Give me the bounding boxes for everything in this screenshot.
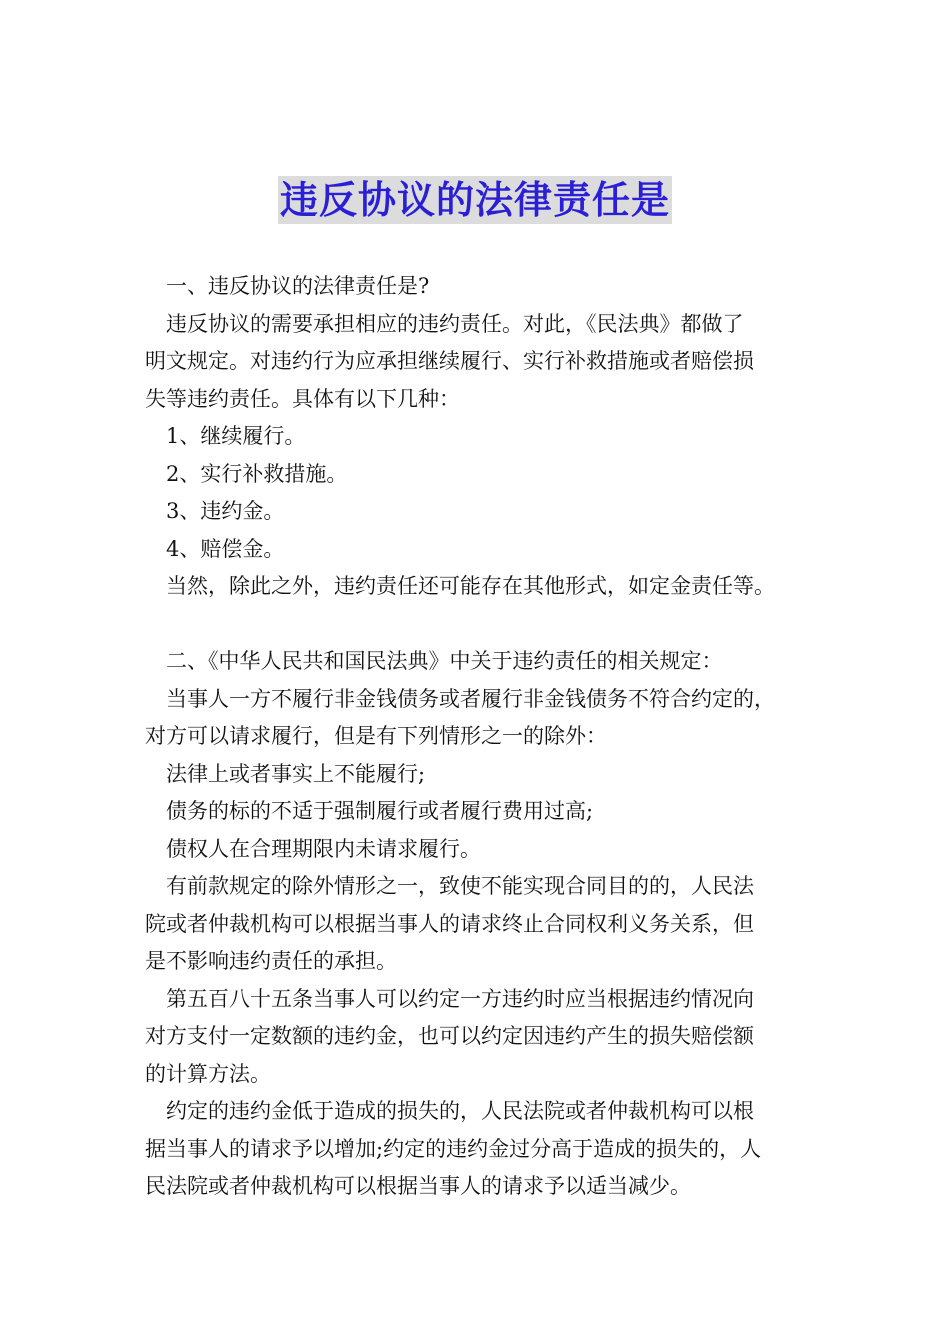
paragraph-line: 约定的违约金低于造成的损失的，人民法院或者仲裁机构可以根 bbox=[166, 1099, 754, 1123]
exception-item: 法律上或者事实上不能履行; bbox=[166, 761, 426, 786]
paragraph-line: 第五百八十五条当事人可以约定一方违约时应当根据违约情况向 bbox=[166, 986, 754, 1011]
document-body bbox=[145, 268, 813, 1206]
paragraph-line: 当事人一方不履行非金钱债务或者履行非金钱债务不符合约定的， bbox=[166, 686, 775, 711]
list-item: 4、赔偿金。 bbox=[166, 536, 285, 561]
section-spacer bbox=[145, 606, 813, 644]
paragraph-line: 民法院或者仲裁机构可以根据当事人的请求予以适当减少。 bbox=[145, 1174, 691, 1198]
paragraph-performance bbox=[145, 681, 813, 756]
paragraph-adjustment bbox=[145, 1093, 813, 1206]
paragraph-intro bbox=[145, 306, 813, 419]
paragraph-line: 明文规定。对违约行为应承担继续履行、实行补救措施或者赔偿损 bbox=[145, 349, 754, 373]
title-container bbox=[0, 176, 950, 224]
exception-item: 债权人在合理期限内未请求履行。 bbox=[166, 836, 481, 861]
paragraph-line: 是不影响违约责任的承担。 bbox=[145, 949, 397, 973]
paragraph-line: 据当事人的请求予以增加;约定的违约金过分高于造成的损失的，人 bbox=[145, 1136, 762, 1161]
paragraph-line: 对方可以请求履行，但是有下列情形之一的除外： bbox=[145, 724, 607, 748]
paragraph-line: 失等违约责任。具体有以下几种： bbox=[145, 386, 460, 411]
list-item: 1、继续履行。 bbox=[166, 424, 306, 448]
paragraph-termination bbox=[145, 868, 813, 981]
paragraph-line: 违反协议的需要承担相应的违约责任。对此，《民法典》都做了 bbox=[166, 311, 744, 336]
section-heading-2: 二、《中华人民共和国民法典》中关于违约责任的相关规定： bbox=[166, 649, 723, 673]
document-title: 违反协议的法律责任是 bbox=[279, 178, 670, 222]
exception-item: 债务的标的不适于强制履行或者履行费用过高; bbox=[166, 799, 594, 823]
section-heading-1: 一、违反协议的法律责任是? bbox=[166, 274, 430, 298]
paragraph-line: 有前款规定的除外情形之一，致使不能实现合同目的的，人民法 bbox=[166, 874, 754, 898]
paragraph-line: 的计算方法。 bbox=[145, 1061, 271, 1086]
paragraph-line: 对方支付一定数额的违约金，也可以约定因违约产生的损失赔偿额 bbox=[145, 1024, 754, 1048]
paragraph-article-585 bbox=[145, 981, 813, 1094]
paragraph-line: 院或者仲裁机构可以根据当事人的请求终止合同权利义务关系，但 bbox=[145, 911, 754, 936]
list-item: 3、违约金。 bbox=[166, 499, 285, 523]
closing-paragraph: 当然，除此之外，违约责任还可能存在其他形式，如定金责任等。 bbox=[166, 574, 775, 598]
list-item: 2、实行补救措施。 bbox=[166, 461, 348, 486]
